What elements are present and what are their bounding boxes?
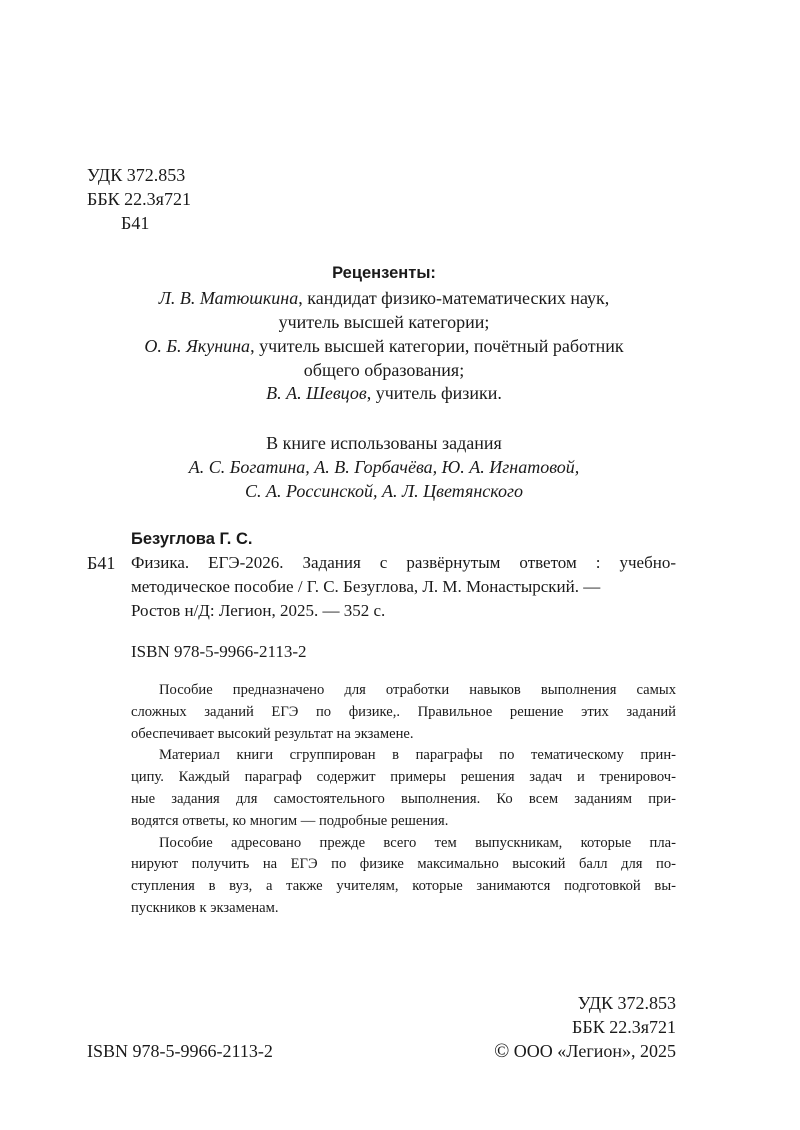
copyright-icon: © [494, 1040, 510, 1062]
footer-isbn: ISBN 978-5-9966-2113-2 [87, 1041, 273, 1061]
reviewer-2-desc2: общего образования; [303, 360, 465, 380]
tasks-credit-authors-2 [0, 479, 768, 503]
reviewer-1-desc2: учитель высшей категории; [278, 312, 490, 332]
tasks-credit-line: С. А. Россинской, А. Л. Цветянского [245, 481, 523, 501]
footer-copyright [494, 1039, 676, 1063]
annotation-line: пускников к экзаменам. [131, 900, 279, 916]
footer-bbk: ББК 22.3я721 [572, 1017, 676, 1037]
annotation-line: водятся ответы, ко многим — подробные решения. [131, 812, 449, 829]
udk-code: УДК 372.853 [87, 165, 186, 185]
annotation-line: ные задания для самостоятельного выполнения. Ко всем заданиям при- [131, 791, 676, 807]
annotation-line: ципу. Каждый параграф содержит примеры решения задач и тренировоч- [131, 769, 676, 786]
bbk-code: ББК 22.3я721 [87, 189, 191, 209]
bib-author: Безуглова Г. С. [131, 530, 253, 548]
tasks-credit-intro: В книге использованы задания [266, 433, 502, 453]
reviewer-name: В. А. Шевцов [266, 383, 367, 403]
bib-title-line: методическое пособие / Г. С. Безуглова, Л. М. Монастырский. — [131, 577, 601, 596]
bib-title-line: Физика. ЕГЭ-2026. Задания с развёрнутым ответом : учебно- [131, 553, 676, 572]
annotation-line: Материал книги сгруппирован в параграфы по тематическому прин- [159, 747, 676, 764]
tasks-credit-authors [0, 455, 768, 479]
bib-publisher-line: Ростов н/Д: Легион, 2025. — 352 с. [131, 601, 386, 620]
reviewer-desc: , учитель высшей категории, почётный работник [250, 336, 624, 356]
reviewers-heading: Рецензенты: [332, 264, 436, 282]
reviewer-1 [0, 286, 768, 310]
reviewer-name: О. Б. Якунина [144, 336, 251, 356]
tasks-credit-line: А. С. Богатина, А. В. Горбачёва, Ю. А. Игнатовой, [188, 457, 580, 477]
reviewer-desc: , учитель физики. [366, 383, 502, 403]
reviewer-desc: , кандидат физико-математических наук, [298, 288, 610, 308]
author-mark: Б41 [121, 213, 150, 233]
reviewer-name: Л. В. Матюшкина [158, 288, 299, 308]
copyright-text: ООО «Легион», 2025 [513, 1041, 676, 1061]
annotation-line: сложных заданий ЕГЭ по физике,. Правильное решение этих заданий [131, 703, 676, 720]
annotation-line: ступления в вуз, а также учителям, которые занимаются подготовкой вы- [131, 878, 676, 895]
annotation-line: Пособие предназначено для отработки навыков выполнения самых [159, 682, 676, 698]
annotation-line: нируют получить на ЕГЭ по физике максимально высокий балл для по- [131, 856, 676, 873]
reviewer-2 [0, 334, 768, 358]
bib-isbn: ISBN 978-5-9966-2113-2 [131, 642, 307, 661]
annotation-line: обеспечивает высокий результат на экзамене. [131, 725, 414, 742]
annotation-line: Пособие адресовано прежде всего тем выпускникам, которые пла- [159, 834, 676, 851]
reviewer-3 [0, 381, 768, 405]
bib-mark: Б41 [87, 553, 116, 573]
footer-udk: УДК 372.853 [577, 993, 676, 1013]
